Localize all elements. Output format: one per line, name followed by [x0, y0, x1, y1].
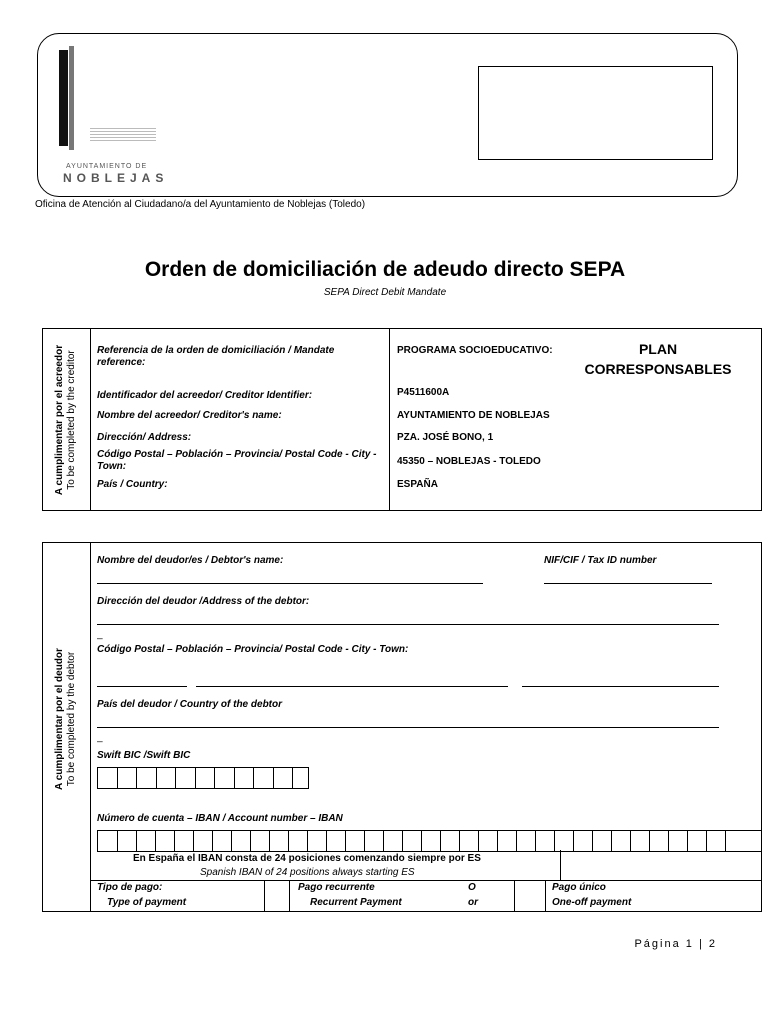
logo-stripes	[90, 127, 156, 141]
country-value: ESPAÑA	[397, 479, 438, 490]
programa-label: PROGRAMA SOCIOEDUCATIVO:	[397, 345, 553, 356]
iban-note-es: En España el IBAN consta de 24 posiciones comenzando siempre por ES	[133, 853, 481, 864]
swift-label: Swift BIC /Swift BIC	[97, 750, 191, 761]
nif-field[interactable]	[544, 583, 712, 584]
debtor-side-label	[54, 629, 78, 809]
registration-stamp-box	[478, 66, 713, 160]
page-label: Página	[634, 938, 681, 950]
or-label-en: or	[468, 897, 478, 908]
postal-code-field[interactable]	[97, 686, 187, 687]
creditor-name-label: Nombre del acreedor/ Creditor's name:	[97, 410, 282, 421]
plan-value	[573, 339, 743, 379]
page-number	[634, 938, 717, 950]
oneoff-label-es: Pago único	[552, 882, 606, 893]
divider	[560, 850, 561, 880]
address-overflow-mark: _	[97, 629, 103, 640]
page-subtitle: SEPA Direct Debit Mandate	[323, 287, 447, 298]
postal-value: 45350 – NOBLEJAS - TOLEDO	[397, 456, 541, 467]
plan-line-1: PLAN	[638, 341, 678, 357]
debtor-table	[42, 542, 762, 912]
debtor-country-field[interactable]	[97, 727, 719, 728]
mandate-ref-label: Referencia de la orden de domiciliación / Mandate reference:	[97, 345, 335, 368]
city-field[interactable]	[196, 686, 508, 687]
iban-boxes[interactable]	[97, 830, 762, 852]
country-label: País / Country:	[97, 479, 168, 490]
debtor-address-field[interactable]	[97, 624, 719, 625]
divider	[90, 329, 91, 510]
divider	[545, 880, 546, 912]
iban-note-en: Spanish IBAN of 24 positions always starting ES	[200, 867, 415, 878]
divider	[90, 880, 762, 881]
debtor-country-label: País del deudor / Country of the debtor	[97, 699, 283, 710]
recurrent-label-es: Pago recurrente	[298, 882, 375, 893]
swift-boxes[interactable]	[97, 767, 309, 789]
debtor-name-label: Nombre del deudor/es / Debtor's name:	[97, 555, 284, 566]
creditor-side-label	[54, 330, 78, 510]
side-label-en: To be completed by the creditor	[66, 350, 77, 490]
creditor-table	[42, 328, 762, 511]
plan-line-2: CORRESPONSABLES	[584, 361, 732, 377]
province-field[interactable]	[522, 686, 719, 687]
page-number-value: 1 | 2	[685, 938, 717, 950]
debtor-address-label: Dirección del deudor /Address of the debtor:	[97, 596, 310, 607]
debtor-postal-label: Código Postal – Población – Provincia/ Postal Code - City - Town:	[97, 644, 409, 655]
creditor-name-value: AYUNTAMIENTO DE NOBLEJAS	[397, 410, 550, 421]
payment-type-label-en: Type of payment	[107, 897, 187, 908]
divider	[514, 880, 515, 912]
side-label-es: A cumplimentar por el acreedor	[54, 344, 65, 496]
oneoff-label-en: One-off payment	[552, 897, 632, 908]
iban-label: Número de cuenta – IBAN / Account number – IBAN	[97, 813, 343, 824]
nif-label: NIF/CIF / Tax ID number	[544, 555, 657, 566]
office-line: Oficina de Atención al Ciudadano/a del Ayuntamiento de Noblejas (Toledo)	[35, 199, 366, 210]
logo-text-small: AYUNTAMIENTO DE	[66, 163, 148, 170]
divider	[90, 543, 91, 911]
page-title: Orden de domiciliación de adeudo directo SEPA	[144, 258, 626, 281]
address-value: PZA. JOSÉ BONO, 1	[397, 432, 494, 443]
side-label-es: A cumplimentar por el deudor	[54, 648, 65, 790]
divider	[289, 880, 290, 912]
country-overflow-mark: _	[97, 732, 103, 743]
creditor-id-value: P4511600A	[397, 387, 450, 398]
side-label-en: To be completed by the debtor	[66, 651, 77, 787]
logo-mark	[59, 50, 68, 146]
divider	[389, 329, 390, 510]
address-label: Dirección/ Address:	[97, 432, 192, 443]
debtor-name-field[interactable]	[97, 583, 483, 584]
logo-mark-accent	[69, 46, 74, 150]
divider	[264, 880, 265, 912]
creditor-id-label: Identificador del acreedor/ Creditor Identifier:	[97, 390, 313, 401]
or-label-es: O	[468, 882, 476, 893]
payment-type-label-es: Tipo de pago:	[97, 882, 163, 893]
recurrent-label-en: Recurrent Payment	[310, 897, 402, 908]
postal-label: Código Postal – Población – Provincia/ Postal Code - City - Town:	[97, 449, 377, 472]
logo-text-big: NOBLEJAS	[63, 171, 169, 185]
